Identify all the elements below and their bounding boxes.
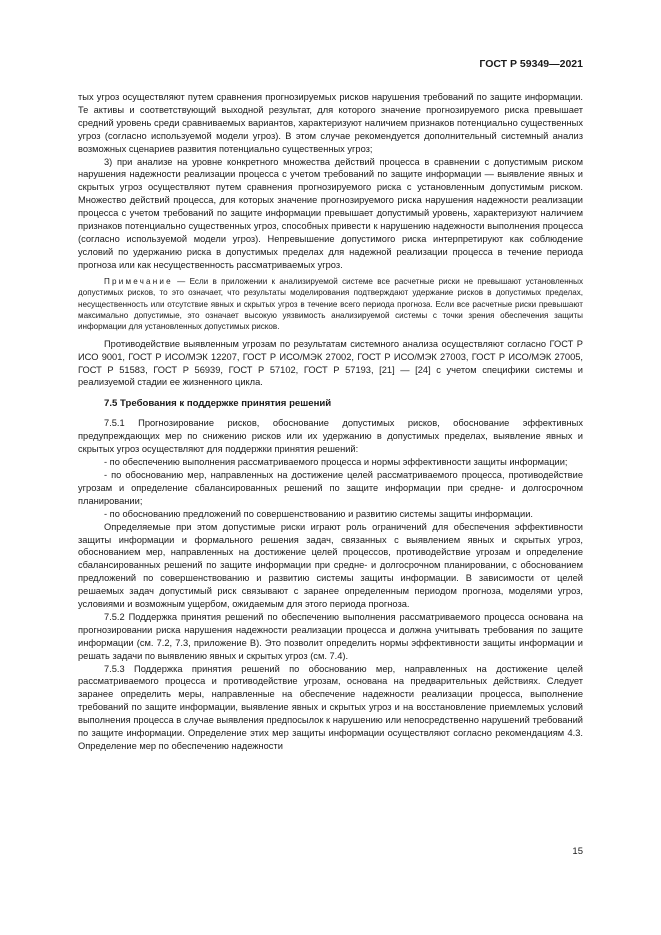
note: [78, 276, 583, 333]
paragraph-3: Противодействие выявленным угрозам по результатам системного анализа осуществляют согласно ГОСТ Р ИСО 9001, ГОСТ Р ИСО/МЭК 12207, ГОСТ Р ИСО/МЭК 27002, ГОСТ Р ИСО/МЭК 27003, ГОСТ Р ИСО/МЭК 27005, ГОСТ Р 51583, ГОСТ Р 56939, ГОСТ Р 57102, ГОСТ Р 57193, [21] — [24] с учетом специфики системы и реализуемой стадии ее жизненного цикла.: [78, 338, 583, 388]
paragraph-4: 7.5.1 Прогнозирование рисков, обоснование допустимых рисков, обоснование эффективных предупреждающих мер по снижению рисков или их удержанию в допустимых пределах, выявление явных и скрытых угроз осуществляют для поддержки принятия решений:: [78, 418, 583, 455]
paragraph-1: тых угроз осуществляют путем сравнения прогнозируемых рисков нарушения требований по защите информации. Те активы и соответствующий выходной результат, для которого значение прогнозируемого риска превышает средний уровень среди сравниваемых вариантов, характеризуют наличием признаков потенциально существенных угроз (согласно используемой модели угроз). В этом случае рекомендуется дополнительный системный анализ возможных сценариев развития потенциально существенных угроз;: [78, 92, 583, 154]
section-title: 7.5 Требования к поддержке принятия решений: [104, 398, 332, 410]
paragraph-7: 7.5.3 Поддержка принятия решений по обоснованию мер, направленных на достижение целей рассматриваемого процесса и противодействие угрозам, основана на предварительных действиях. Следует заранее определить меры, направленные на обеспечение надежности реализации процесса, выполнение требований по защите информации, выявление явных и скрытых угроз и на восстановление приемлемых условий выполнения процесса в случае выявления предпосылок к нарушению или непосредственно нарушений требований по защите информации. Определение этих мер защиты информации осуществляют согласно рекомендациям 4.3. Определение мер по обеспечению надежности: [78, 663, 583, 751]
list-item: - по обоснованию предложений по совершенствованию и развитию системы защиты информации.: [104, 508, 533, 519]
paragraph-6: 7.5.2 Поддержка принятия решений по обеспечению выполнения рассматриваемого процесса основана на прогнозировании риска нарушения надежности реализации процесса и должна учитывать требования по защите информации (см. 7.2, 7.3, приложение В). Это позволит определить нормы эффективности защиты информации и решать задачи по выявлению явных и скрытых угроз (см. 7.4).: [78, 611, 583, 661]
list-item: - по обеспечению выполнения рассматриваемого процесса и нормы эффективности защиты информации;: [104, 457, 568, 468]
note-label: Примечание: [104, 276, 173, 286]
document-header: ГОСТ Р 59349—2021: [479, 58, 583, 70]
page-number: 15: [572, 846, 583, 857]
list-item: - по обоснованию мер, направленных на достижение целей рассматриваемого процесса, противодействие угрозам и определение сбалансированных решений по защите информации при средне- и долгосрочном планировании;: [78, 469, 583, 506]
page-content: [78, 91, 583, 753]
paragraph-2: 3) при анализе на уровне конкретного множества действий процесса в сравнении с допустимым риском нарушения надежности реализации процесса с учетом требований по защите информации — выявление явных и скрытых угроз осуществляют путем сравнения прогнозируемого риска с установленным допустимым риском. Множество действий процесса, для которых значение прогнозируемого риска нарушения надежности реализации процесса с учетом требований по защите информации превышает допустимый уровень, характеризуют наличием признаков потенциально существенных угроз, способных привести к нарушению надежности выполнения процесса (согласно используемой модели угроз). Непревышение допустимого риска интерпретируют как соблюдение условий по удержанию риска в допустимых пределах для надежной реализации процесса в течение периода прогноза или как несущественность рассматриваемых угроз.: [78, 156, 583, 270]
note-text: — Если в приложении к анализируемой системе все расчетные риски не превышают установленных допустимых рисков, то это означает, что результаты моделирования подтверждают удержание рисков в допустимых пределах, несущественность или отсутствие явных и скрытых угроз в течение всего периода прогноза. Если все расчетные риски превышают максимально допустимые, это означает высокую уязвимость анализируемой системы с точки зрения обеспечения защиты информации для установленных допустимых рисков.: [78, 276, 583, 332]
paragraph-5: Определяемые при этом допустимые риски играют роль ограничений для обеспечения эффективности защиты информации и формального решения задач, связанных с выявлением явных и скрытых угроз, обоснованием мер, направленных на достижение целей процессов, противодействие угрозам и определение сбалансированных решений по защите информации при средне- и долгосрочном планировании, с обоснованием предложений по совершенствованию и развитию системы защиты информации. В зависимости от целей решаемых задач допустимый риск связывают с заранее определенным периодом прогноза, моделями угроз, условиями и возможным ущербом, ожидаемым для этого периода прогноза.: [78, 521, 583, 610]
